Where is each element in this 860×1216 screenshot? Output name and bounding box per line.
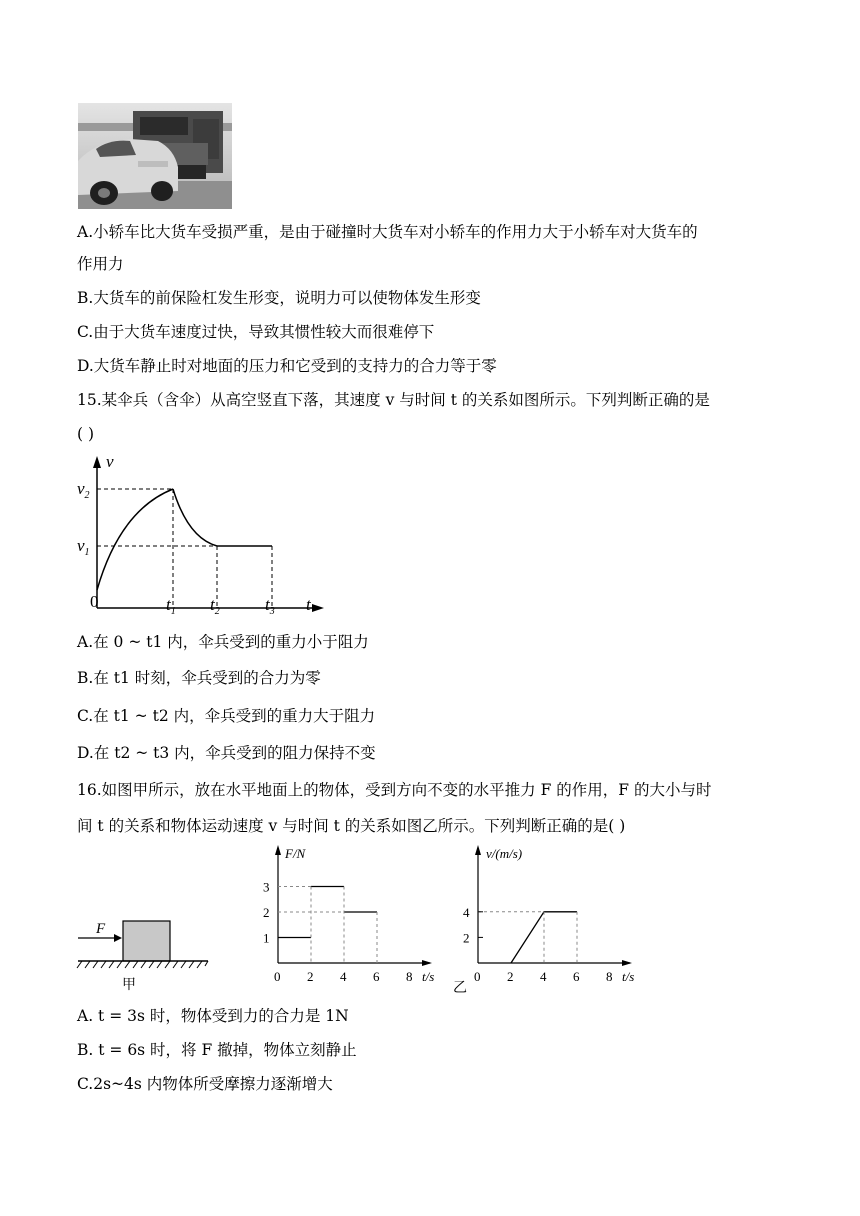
q16-force-label: F — [96, 921, 106, 937]
q15-stem-line1: 15.某伞兵（含伞）从高空竖直下落，其速度 v 与时间 t 的关系如图所示。下列判断正确的是 — [77, 391, 710, 409]
v-graph-y-tick: 2 — [463, 930, 470, 946]
q15-x-arrow — [312, 604, 324, 612]
q15-v2-label: $v_2$ — [77, 479, 90, 501]
f-graph-y-arrow — [275, 845, 281, 855]
q16-block — [123, 921, 170, 961]
q14-option-d: D.大货车静止时对地面的压力和它受到的支持力的合力等于零 — [77, 357, 497, 375]
q16-option-a: A. t = 3s 时，物体受到力的合力是 1N — [77, 1007, 349, 1025]
f-graph-ylabel: F/N — [285, 846, 306, 861]
q15-curve-rise — [97, 489, 173, 590]
v-graph-xlabel: t/s — [622, 969, 635, 984]
q16-option-c: C.2s~4s 内物体所受摩擦力逐渐增大 — [77, 1075, 333, 1093]
v-graph-x-tick: 2 — [507, 969, 514, 984]
v-graph-x-tick: 4 — [540, 969, 547, 984]
v-graph-x-tick: 8 — [606, 969, 613, 984]
q16-figure-jia — [76, 908, 216, 992]
q15-option-d: D.在 t2 ~ t3 内，伞兵受到的阻力保持不变 — [77, 744, 376, 762]
q15-origin-label: 0 — [90, 592, 99, 611]
q15-velocity-graph — [77, 450, 340, 624]
q16-stem-line2: 间 t 的关系和物体运动速度 v 与时间 t 的关系如图乙所示。下列判断正确的是( ) — [77, 817, 626, 835]
v-graph-ylabel: v/(m/s) — [486, 846, 523, 861]
q16-jia-label: 甲 — [122, 978, 136, 993]
q16-force-arrowhead — [114, 934, 122, 942]
q16-yi-label: 乙 — [453, 981, 467, 996]
f-graph-x-arrow — [422, 960, 432, 966]
q14-option-c: C.由于大货车速度过快，导致其惯性较大而很难停下 — [77, 323, 435, 341]
q15-option-c: C.在 t1 ~ t2 内，伞兵受到的重力大于阻力 — [77, 707, 376, 725]
v-graph-x-tick: 0 — [474, 969, 481, 984]
f-graph-y-tick: 2 — [263, 905, 270, 920]
q15-stem-line2: ( ) — [77, 425, 95, 443]
q14-option-b: B.大货车的前保险杠发生形变，说明力可以使物体发生形变 — [77, 289, 481, 307]
f-graph-x-tick: 0 — [274, 969, 281, 984]
q14-option-a-line1: A.小轿车比大货车受损严重，是由于碰撞时大货车对小轿车的作用力大于小轿车对大货车的 — [77, 223, 698, 241]
f-graph-y-tick: 1 — [263, 930, 270, 946]
f-graph-xlabel: t/s — [422, 969, 435, 984]
q16-option-b: B. t = 6s 时，将 F 撤掉，物体立刻静止 — [77, 1041, 357, 1059]
v-graph-x-arrow — [622, 960, 632, 966]
f-graph-x-tick: 2 — [307, 969, 314, 984]
q16-ground-hatch — [77, 961, 208, 968]
q15-y-arrow — [93, 456, 101, 468]
f-graph-x-tick: 8 — [406, 969, 413, 984]
truck-collision-photo — [78, 103, 232, 209]
f-graph-x-tick: 6 — [373, 969, 380, 984]
q15-option-a: A.在 0 ~ t1 内，伞兵受到的重力小于阻力 — [77, 633, 369, 651]
q15-t1-label: $t_1$ — [166, 595, 176, 617]
q15-v1-label: $v_1$ — [77, 536, 90, 558]
v-graph-x-tick: 6 — [573, 969, 580, 984]
v-graph-y-arrow — [475, 845, 481, 855]
q15-t2-label: $t_2$ — [210, 595, 220, 617]
f-graph-x-tick: 4 — [340, 969, 347, 984]
q14-option-a-line2: 作用力 — [77, 255, 124, 273]
q15-t3-label: $t_3$ — [265, 595, 275, 617]
v-graph-y-tick: 4 — [463, 904, 470, 920]
q15-option-b: B.在 t1 时刻，伞兵受到的合力为零 — [77, 669, 321, 687]
q15-y-label: v — [106, 452, 114, 471]
q16-stem-line1: 16.如图甲所示，放在水平地面上的物体，受到方向不变的水平推力 F 的作用，F 的大小与时 — [77, 781, 712, 799]
q16-figure-yi — [260, 840, 660, 994]
q15-curve-fall — [173, 489, 217, 546]
f-graph-y-tick: 3 — [263, 879, 270, 895]
q15-x-label: t — [306, 595, 311, 614]
